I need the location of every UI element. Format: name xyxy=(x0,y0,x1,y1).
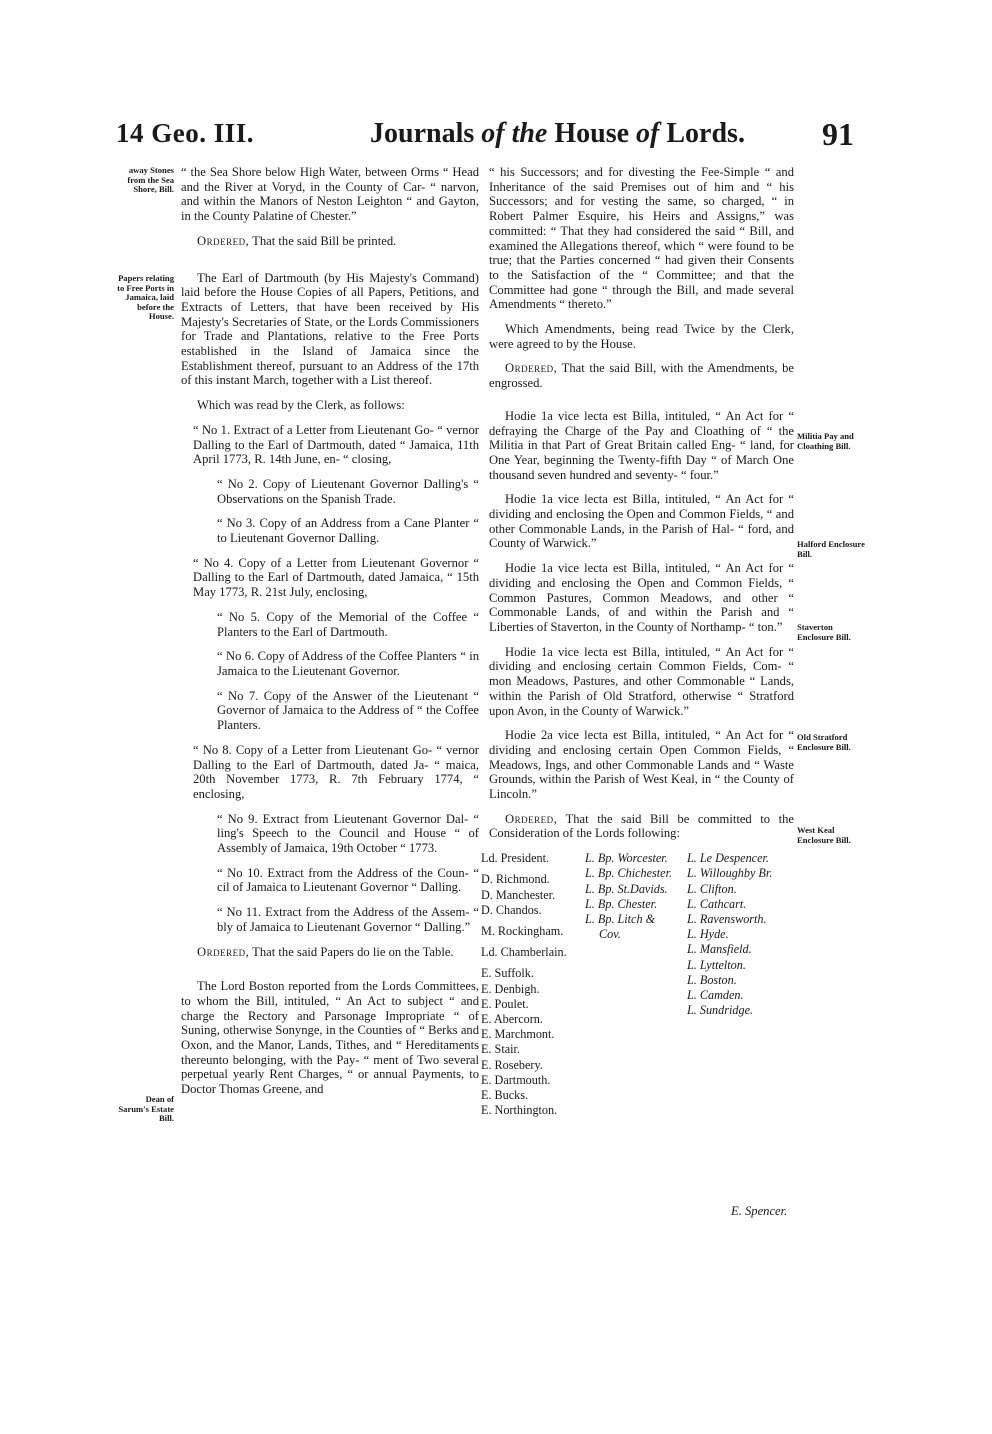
lord-entry: D. Chandos. xyxy=(481,902,542,917)
paragraph: The Lord Boston reported from the Lords Committees, to whom the Bill, intituled, “ An Act to subject “ and charge the Rectory and Parsonage Impropriate “ of Suning, otherwise Sonynge, in the Counties of “ Berks and Oxon, and the Manor, Lands, Tithes, and “ Hereditaments thereunto belonging, with the Pay- “ ment of Two several perpetual yearly Rent Charges, “ or annual Payments, to Doctor Thomas Greene, and xyxy=(181,979,479,1097)
lord-entry: L. Sundridge. xyxy=(687,1003,754,1018)
lord-entry: L. Cathcart. xyxy=(687,896,747,911)
page-header xyxy=(0,118,992,158)
lords-committee-list xyxy=(481,851,794,1118)
lord-entry: L. Bp. Worcester. xyxy=(585,851,668,866)
lord-entry: L. Bp. Litch & xyxy=(585,911,656,926)
lord-entry: E. Marchmont. xyxy=(481,1027,555,1042)
lords-column-1 xyxy=(481,851,567,1118)
list-item: “ No 3. Copy of an Address from a Cane Planter “ to Lieutenant Governor Dalling. xyxy=(217,516,479,546)
lord-entry: L. Bp. Chichester. xyxy=(585,866,673,881)
list-item: “ No 8. Copy of a Letter from Lieutenant Go- “ vernor Dalling to the Earl of Dartmouth, dated Ja- “ maica, 20th November 1773, R. 7th February 1774, “ enclosing, xyxy=(193,742,479,801)
left-column xyxy=(181,165,479,1107)
lord-entry: E. Dartmouth. xyxy=(481,1072,551,1087)
lord-entry: L. Mansfield. xyxy=(687,942,752,957)
list-item: “ No 2. Copy of Lieutenant Governor Dalling's “ Observations on the Spanish Trade. xyxy=(217,476,479,506)
bill-militia: Hodie 1a vice lecta est Billa, intituled, “ An Act for “ defraying the Charge of the Pay and Cloathing of “ the Militia in that Part of Great Britain called Eng- “ land, for One Year, beginning the Twenty-fifth Day “ of March One thousand seven hundred and seventy- “ four.” xyxy=(489,408,794,482)
list-item: “ No 5. Copy of the Memorial of the Coffee “ Planters to the Earl of Dartmouth. xyxy=(217,609,479,639)
margin-note-staverton: Staverton Enclosure Bill. xyxy=(797,622,851,642)
lord-entry: D. Richmond. xyxy=(481,872,550,887)
lord-entry: E. Poulet. xyxy=(481,996,529,1011)
lords-column-2 xyxy=(585,851,672,942)
list-item: “ No 6. Copy of Address of the Coffee Planters “ in Jamaica to the Lieutenant Governor. xyxy=(217,649,479,678)
list-item: “ No 1. Extract of a Letter from Lieutenant Go- “ vernor Dalling to the Earl of Dartmouth, dated “ Jamaica, 11th April 1773, R. 14th June, en- “ closing, xyxy=(193,422,479,467)
lord-entry: Ld. Chamberlain. xyxy=(481,945,567,960)
order-lie-on-table: Ordered, That the said Papers do lie on the Table. xyxy=(197,944,454,959)
list-item: “ No 4. Copy of a Letter from Lieutenant Governor “ Dalling to the Earl of Dartmouth, dated Jamaica, “ 15th May 1773, R. 21st July, enclosing, xyxy=(193,555,479,600)
margin-note-halford: Halford Enclosure Bill. xyxy=(797,539,865,559)
paragraph: Which was read by the Clerk, as follows: xyxy=(197,398,405,413)
bill-old-stratford: Hodie 1a vice lecta est Billa, intituled, “ An Act for “ dividing and enclosing certain Common Fields, Com- “ mon Meadows, Pastures, and other Commonable “ Lands, within the Parish of Old Stratford, otherwise “ Stratford upon Avon, in the County of Warwick.” xyxy=(489,644,794,718)
paragraph: Which Amendments, being read Twice by the Clerk, were agreed to by the House. xyxy=(489,322,794,351)
signature: E. Spencer. xyxy=(731,1204,788,1218)
margin-note-papers: Papers relating to Free Ports in Jamaica, laid before the House. xyxy=(117,273,174,322)
regnal-year: 14 Geo. III. xyxy=(116,118,255,148)
margin-note-west-keal: West Keal Enclosure Bill. xyxy=(797,825,851,845)
bill-halford: Hodie 1a vice lecta est Billa, intituled, “ An Act for “ dividing and enclosing the Open and Common Fields, “ and other Commonable Lands, in the Parish of Hal- “ ford, and County of Warwick.” xyxy=(489,492,794,551)
lord-entry: E. Rosebery. xyxy=(481,1057,543,1072)
lord-entry: L. Bp. St.Davids. xyxy=(585,881,668,896)
lord-entry: L. Lyttelton. xyxy=(687,957,746,972)
order-print: Ordered, That the said Bill be printed. xyxy=(197,233,397,248)
lord-entry: L. Clifton. xyxy=(687,881,737,896)
lord-entry: E. Suffolk. xyxy=(481,966,534,981)
order-committed: Ordered, That the said Bill be committed to the Consideration of the Lords following: xyxy=(489,811,794,841)
journal-title: Journals of the House of Lords. xyxy=(370,118,745,149)
lord-entry: Ld. President. xyxy=(481,851,550,866)
lord-entry: D. Manchester. xyxy=(481,887,556,902)
lord-entry: E. Denbigh. xyxy=(481,981,540,996)
lords-column-3 xyxy=(687,851,772,1018)
list-item: “ No 10. Extract from the Address of the Coun- “ cil of Jamaica to Lieutenant Governor “ Dalling. xyxy=(217,865,479,895)
paragraph: “ the Sea Shore below High Water, between Orms “ Head and the River at Voryd, in the County of Car- “ narvon, and within the Manors of Neston Leighton “ and Gayton, in the County Palatine of Chester.” xyxy=(181,165,479,224)
lord-entry: Cov. xyxy=(599,927,621,942)
lord-entry: L. Bp. Chester. xyxy=(585,896,658,911)
lord-entry: L. Willoughby Br. xyxy=(687,866,773,881)
bill-west-keal: Hodie 2a vice lecta est Billa, intituled, “ An Act for “ dividing and enclosing certain Open Common Fields, “ Meadows, Ings, and other Commonable Lands and “ Waste Grounds, within the Parish of West Keal, in “ the County of Lincoln.” xyxy=(489,728,794,802)
margin-note-stones: away Stones from the Sea Shore, Bill. xyxy=(127,165,174,195)
lord-entry: E. Stair. xyxy=(481,1042,520,1057)
paragraph: “ his Successors; and for divesting the Fee-Simple “ and Inheritance of the said Premises out of him and “ his Successors; and for vesting the same, so charged, “ in Robert Palmer Esquire, his Heirs and Assigns,” was committed: “ That they had considered the said “ Bill, and examined the Allegations thereof, which “ were found to be true; that the Parties concerned “ had given their Consents to the Satisfaction of the “ Committee; and that the Committee had gone “ through the Bill, and made several Amendments “ thereto.” xyxy=(489,165,794,312)
lord-entry: E. Bucks. xyxy=(481,1087,529,1102)
list-item: “ No 9. Extract from Lieutenant Governor Dal- “ ling's Speech to the Council and House “ of Assembly of Jamaica, 19th October “ 1773. xyxy=(217,811,479,856)
lord-entry: L. Le Despencer. xyxy=(687,851,769,866)
margin-note-militia: Militia Pay and Cloathing Bill. xyxy=(797,431,854,451)
list-item: “ No 11. Extract from the Address of the Assem- “ bly of Jamaica to Lieutenant Governor “ Dalling.” xyxy=(217,905,479,934)
paragraph: The Earl of Dartmouth (by His Majesty's Command) laid before the House Copies of all Papers, Petitions, and Extracts of Letters, that have been received by His Majesty's Secretaries of State, or the Lords Commissioners for Trade and Plantations, relative to the Free Ports established in the Island of Jamaica since the Establishment thereof, pursuant to an Address of the 17th of this instant March, together with a List thereof. xyxy=(181,270,479,388)
margin-note-dean: Dean of Sarum's Estate Bill. xyxy=(118,1094,174,1124)
lord-entry: E. Northington. xyxy=(481,1103,558,1118)
order-engrossed: Ordered, That the said Bill, with the Amendments, be engrossed. xyxy=(489,361,794,391)
lord-entry: L. Ravensworth. xyxy=(687,911,767,926)
right-column xyxy=(481,165,794,1118)
lord-entry: L. Boston. xyxy=(687,972,737,987)
list-item: “ No 7. Copy of the Answer of the Lieutenant “ Governor of Jamaica to the Address of “ the Coffee Planters. xyxy=(217,688,479,733)
lord-entry: L. Camden. xyxy=(687,987,744,1002)
lord-entry: L. Hyde. xyxy=(687,927,729,942)
lord-entry: M. Rockingham. xyxy=(481,923,564,938)
margin-note-old-stratford: Old Stratford Enclosure Bill. xyxy=(797,732,851,752)
bill-staverton: Hodie 1a vice lecta est Billa, intituled, “ An Act for “ dividing and enclosing the Open and Common Fields, “ Common Pastures, Common Meadows, and other “ Commonable Lands, of and within the Parish and “ Liberties of Staverton, in the County of Northamp- “ ton.” xyxy=(489,561,794,634)
lord-entry: E. Abercorn. xyxy=(481,1011,543,1026)
page-number: 91 xyxy=(822,116,854,152)
